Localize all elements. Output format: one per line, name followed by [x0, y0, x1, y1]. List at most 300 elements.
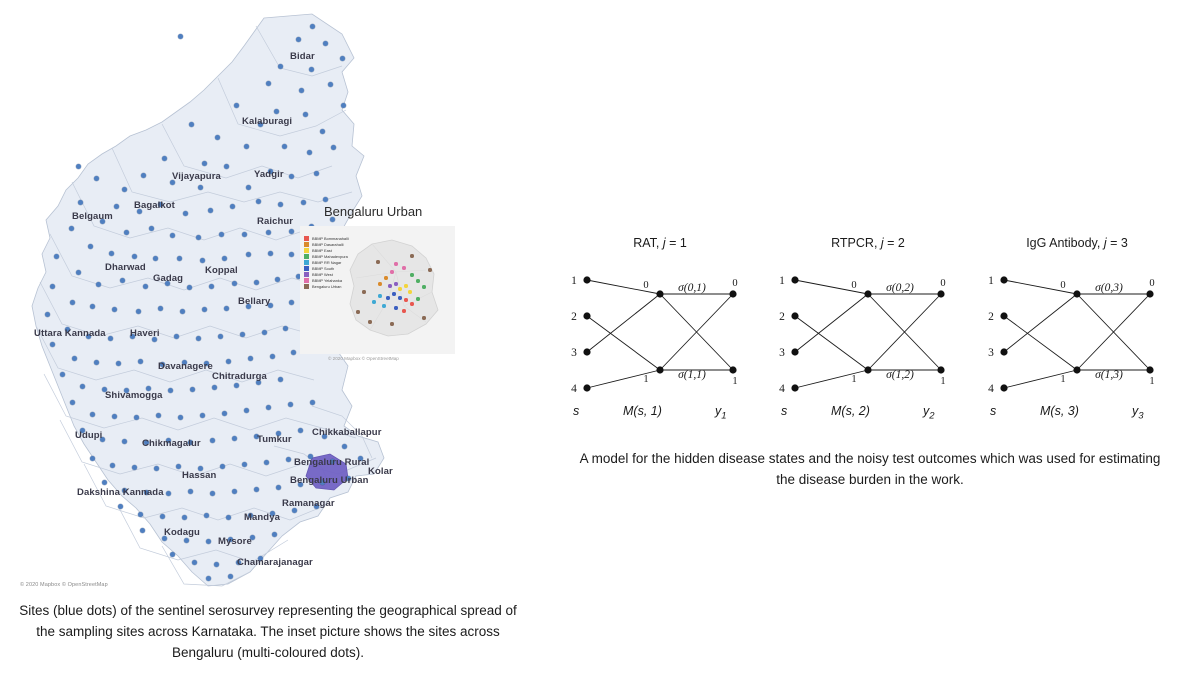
- site-dot: [248, 513, 253, 518]
- inset-site-dot: [390, 270, 393, 273]
- district-label: Kodagu: [164, 527, 200, 538]
- graph-title: RTPCR, j = 2: [831, 236, 905, 250]
- graph-title: IgG Antibody, j = 3: [1026, 236, 1128, 250]
- site-dot: [258, 122, 263, 127]
- district-label: Dakshina Kannada: [77, 487, 164, 498]
- bengaluru-inset: [300, 204, 455, 374]
- site-dot: [170, 180, 175, 185]
- site-dot: [170, 233, 175, 238]
- site-dot: [254, 280, 259, 285]
- site-dot: [288, 402, 293, 407]
- site-dot: [198, 466, 203, 471]
- inset-site-dot: [386, 296, 389, 299]
- legend-label: Bengaluru Urban: [312, 284, 342, 289]
- site-dot: [94, 360, 99, 365]
- site-dot: [124, 388, 129, 393]
- site-dot: [286, 457, 291, 462]
- inset-site-dot: [368, 320, 371, 323]
- svg-text:1: 1: [988, 275, 994, 287]
- axis-label-m: M(s, 2): [831, 404, 870, 418]
- inset-site-dot: [416, 279, 419, 282]
- district-label: Yadgir: [254, 169, 284, 180]
- svg-text:0: 0: [1060, 280, 1066, 291]
- district-label: Gadag: [153, 273, 184, 284]
- legend-item: [304, 284, 366, 289]
- inset-site-dot: [392, 292, 395, 295]
- site-dot: [292, 508, 297, 513]
- site-dot: [80, 384, 85, 389]
- legend-color-swatch: [304, 248, 309, 253]
- axis-label-m: M(s, 3): [1040, 404, 1079, 418]
- site-dot: [289, 252, 294, 257]
- site-dot: [242, 232, 247, 237]
- site-dot: [222, 256, 227, 261]
- svg-text:1: 1: [779, 275, 785, 287]
- district-label: Bengaluru Urban: [290, 475, 369, 486]
- legend-label: BBMP Dasarahalli: [312, 242, 344, 247]
- legend-label: BBMP South: [312, 266, 335, 271]
- graph-svg: [565, 258, 755, 408]
- site-dot: [209, 284, 214, 289]
- legend-item: [304, 266, 366, 271]
- inset-site-dot: [410, 254, 413, 257]
- site-dot: [187, 285, 192, 290]
- map-panel: [0, 0, 540, 694]
- site-dot: [114, 204, 119, 209]
- site-dot: [153, 256, 158, 261]
- legend-label: BBMP West: [312, 272, 333, 277]
- site-dot: [130, 334, 135, 339]
- svg-text:1: 1: [1060, 374, 1066, 385]
- district-label: Davanagere: [158, 361, 213, 372]
- site-dot: [242, 462, 247, 467]
- site-dot: [122, 439, 127, 444]
- inset-site-dot: [382, 304, 385, 307]
- legend-color-swatch: [304, 242, 309, 247]
- site-dot: [78, 200, 83, 205]
- site-dot: [274, 109, 279, 114]
- site-dot: [50, 342, 55, 347]
- site-dot: [162, 156, 167, 161]
- site-dot: [234, 103, 239, 108]
- site-dot: [154, 466, 159, 471]
- district-label: Shivamogga: [105, 390, 163, 401]
- graph-axis-labels: [773, 404, 963, 420]
- district-label: Chamarajanagar: [237, 557, 313, 568]
- site-dot: [160, 514, 165, 519]
- inset-site-dot: [422, 285, 425, 288]
- svg-text:1: 1: [571, 275, 577, 287]
- site-dot: [190, 387, 195, 392]
- site-dot: [45, 312, 50, 317]
- site-dot: [166, 491, 171, 496]
- legend-label: BBMP East: [312, 248, 332, 253]
- site-dot: [331, 145, 336, 150]
- site-dot: [275, 277, 280, 282]
- district-label: Bagalkot: [134, 200, 175, 211]
- site-dot: [226, 359, 231, 364]
- site-dot: [189, 122, 194, 127]
- site-dot: [176, 464, 181, 469]
- model-caption: A model for the hidden disease states and the noisy test outcomes which was used for estimating the disease burden in the work.: [579, 451, 1161, 487]
- site-dot: [246, 185, 251, 190]
- inset-site-dot: [398, 287, 401, 290]
- legend-label: BBMP Yelahanka: [312, 278, 342, 283]
- site-dot: [264, 460, 269, 465]
- site-dot: [308, 454, 313, 459]
- inset-site-dot: [402, 309, 405, 312]
- site-dot: [168, 388, 173, 393]
- legend-item: [304, 254, 366, 259]
- site-dot: [160, 362, 165, 367]
- site-dot: [50, 284, 55, 289]
- svg-text:0: 0: [851, 280, 857, 291]
- site-dot: [102, 387, 107, 392]
- inset-site-dot: [408, 290, 411, 293]
- site-dot: [215, 135, 220, 140]
- legend-color-swatch: [304, 254, 309, 259]
- site-dot: [310, 400, 315, 405]
- karnataka-map-figure: [12, 6, 432, 591]
- svg-text:1: 1: [643, 374, 649, 385]
- site-dot: [204, 513, 209, 518]
- site-dot: [340, 56, 345, 61]
- site-dot: [232, 281, 237, 286]
- legend-color-swatch: [304, 284, 309, 289]
- site-dot: [120, 278, 125, 283]
- site-dot: [136, 309, 141, 314]
- site-dot: [112, 414, 117, 419]
- site-dot: [278, 64, 283, 69]
- legend-item: [304, 278, 366, 283]
- site-dot: [236, 560, 241, 565]
- site-dot: [358, 456, 363, 461]
- site-dot: [270, 511, 275, 516]
- legend-label: BBMP Bommanahalli: [312, 236, 349, 241]
- site-dot: [266, 405, 271, 410]
- site-dot: [182, 515, 187, 520]
- site-dot: [178, 34, 183, 39]
- site-dot: [222, 411, 227, 416]
- site-dot: [152, 337, 157, 342]
- district-label: Ramanagar: [282, 498, 335, 509]
- site-dot: [206, 576, 211, 581]
- site-dot: [70, 400, 75, 405]
- district-label: Dharwad: [105, 262, 146, 273]
- site-dot: [224, 164, 229, 169]
- svg-text:σ(0,1): σ(0,1): [678, 282, 706, 294]
- inset-site-dot: [356, 310, 359, 313]
- site-dot: [210, 438, 215, 443]
- site-dot: [144, 490, 149, 495]
- graph-svg: [982, 258, 1172, 408]
- site-dot: [309, 67, 314, 72]
- site-dot: [283, 326, 288, 331]
- site-dot: [143, 284, 148, 289]
- site-dot: [341, 103, 346, 108]
- site-dot: [174, 334, 179, 339]
- site-dot: [198, 185, 203, 190]
- site-dot: [254, 434, 259, 439]
- svg-text:3: 3: [779, 347, 785, 359]
- map-caption: Sites (blue dots) of the sentinel serosurvey representing the geographical spread of the sampling sites across Karnataka. The inset picture shows the sites across Bengaluru (multi-coloured dots).: [19, 603, 517, 660]
- inset-site-dot: [398, 296, 401, 299]
- site-dot: [208, 208, 213, 213]
- site-dot: [138, 512, 143, 517]
- site-dot: [298, 482, 303, 487]
- site-dot: [60, 372, 65, 377]
- svg-text:0: 0: [940, 278, 946, 289]
- inset-site-dot: [378, 294, 381, 297]
- site-dot: [232, 489, 237, 494]
- site-dot: [88, 244, 93, 249]
- district-label: Bengaluru Rural: [294, 457, 370, 468]
- axis-label-s: s: [781, 404, 788, 418]
- site-dot: [240, 332, 245, 337]
- site-dot: [246, 304, 251, 309]
- site-dot: [246, 252, 251, 257]
- site-dot: [314, 504, 319, 509]
- site-dot: [109, 251, 114, 256]
- site-dot: [146, 386, 151, 391]
- svg-text:2: 2: [779, 311, 785, 323]
- site-dot: [226, 515, 231, 520]
- inset-site-dot: [362, 290, 365, 293]
- graph-svg: [773, 258, 963, 408]
- site-dot: [118, 504, 123, 509]
- site-dot: [76, 270, 81, 275]
- site-dot: [196, 336, 201, 341]
- site-dot: [299, 88, 304, 93]
- model-panel: [540, 0, 1200, 694]
- site-dot: [100, 437, 105, 442]
- site-dot: [212, 385, 217, 390]
- inset-attribution: © 2020 Mapbox © OpenStreetMap: [328, 356, 399, 361]
- inset-site-dot: [416, 297, 419, 300]
- district-label: Mysore: [218, 536, 252, 547]
- svg-text:4: 4: [571, 383, 577, 395]
- site-dot: [202, 307, 207, 312]
- site-dot: [256, 199, 261, 204]
- legend-item: [304, 248, 366, 253]
- site-dot: [323, 41, 328, 46]
- inset-site-dot: [388, 284, 391, 287]
- site-dot: [182, 360, 187, 365]
- inset-site-dot: [422, 316, 425, 319]
- inset-site-dot: [378, 282, 381, 285]
- site-dot: [230, 204, 235, 209]
- site-dot: [268, 303, 273, 308]
- map-attribution: © 2020 Mapbox © OpenStreetMap: [20, 582, 108, 588]
- svg-text:4: 4: [779, 383, 785, 395]
- district-label: Bellary: [238, 296, 271, 307]
- inset-site-dot: [376, 260, 379, 263]
- site-dot: [322, 434, 327, 439]
- legend-color-swatch: [304, 236, 309, 241]
- axis-label-m: M(s, 1): [623, 404, 662, 418]
- site-dot: [141, 173, 146, 178]
- inset-site-dot: [394, 282, 397, 285]
- svg-text:σ(0,2): σ(0,2): [886, 282, 914, 294]
- site-dot: [80, 428, 85, 433]
- site-dot: [134, 415, 139, 420]
- site-dot: [276, 431, 281, 436]
- legend-color-swatch: [304, 266, 309, 271]
- svg-text:3: 3: [988, 347, 994, 359]
- graph-igg: [982, 236, 1172, 426]
- site-dot: [132, 465, 137, 470]
- site-dot: [90, 456, 95, 461]
- svg-text:σ(0,3): σ(0,3): [1095, 282, 1123, 294]
- svg-text:σ(1,1): σ(1,1): [678, 369, 706, 381]
- site-dot: [248, 356, 253, 361]
- legend-label: BBMP Mahadevpura: [312, 254, 348, 259]
- site-dot: [266, 81, 271, 86]
- site-dot: [132, 254, 137, 259]
- inset-site-dot: [402, 266, 405, 269]
- district-label: Bidar: [290, 51, 315, 62]
- district-label: Haveri: [130, 328, 160, 339]
- inset-title: Bengaluru Urban: [324, 204, 423, 219]
- site-dot: [202, 161, 207, 166]
- legend-item: [304, 260, 366, 265]
- site-dot: [149, 226, 154, 231]
- site-dot: [170, 552, 175, 557]
- district-label: Koppal: [205, 265, 238, 276]
- inset-site-dot: [404, 284, 407, 287]
- site-dot: [76, 164, 81, 169]
- legend-label: BBMP RR Nagar: [312, 260, 342, 265]
- site-dot: [90, 304, 95, 309]
- site-dot: [272, 532, 277, 537]
- site-dot: [108, 336, 113, 341]
- site-dot: [137, 209, 142, 214]
- legend-item: [304, 242, 366, 247]
- inset-site-dot: [404, 298, 407, 301]
- district-label: Kolar: [368, 466, 393, 477]
- district-label: Tumkur: [257, 434, 292, 445]
- site-dot: [178, 415, 183, 420]
- svg-text:1: 1: [851, 374, 857, 385]
- svg-text:0: 0: [643, 280, 649, 291]
- district-label: Uttara Kannada: [34, 328, 106, 339]
- site-dot: [320, 480, 325, 485]
- site-dot: [158, 306, 163, 311]
- inset-legend: [304, 236, 366, 290]
- site-dot: [200, 258, 205, 263]
- site-dot: [303, 112, 308, 117]
- svg-text:1: 1: [1149, 376, 1155, 387]
- svg-text:2: 2: [988, 311, 994, 323]
- site-dot: [320, 129, 325, 134]
- inset-site-dot: [384, 276, 387, 279]
- svg-text:σ(1,3): σ(1,3): [1095, 369, 1123, 381]
- site-dot: [232, 436, 237, 441]
- site-dot: [158, 202, 163, 207]
- site-dot: [289, 174, 294, 179]
- site-dot: [296, 37, 301, 42]
- site-dot: [94, 176, 99, 181]
- inset-site-dot: [394, 262, 397, 265]
- site-dot: [214, 562, 219, 567]
- site-dot: [254, 487, 259, 492]
- site-dot: [102, 480, 107, 485]
- legend-color-swatch: [304, 278, 309, 283]
- district-label: Kalaburagi: [242, 116, 293, 127]
- site-dot: [268, 251, 273, 256]
- site-dot: [289, 300, 294, 305]
- district-label: Chikkaballapur: [312, 427, 382, 438]
- site-dot: [220, 464, 225, 469]
- site-dot: [244, 144, 249, 149]
- site-dot: [69, 226, 74, 231]
- svg-text:3: 3: [571, 347, 577, 359]
- site-dot: [262, 330, 267, 335]
- axis-label-s: s: [573, 404, 580, 418]
- district-label: Chitradurga: [212, 371, 267, 382]
- district-label: Udupi: [75, 430, 103, 441]
- site-dot: [192, 560, 197, 565]
- site-dot: [258, 556, 263, 561]
- site-dot: [188, 440, 193, 445]
- axis-label-s: s: [990, 404, 997, 418]
- site-dot: [244, 408, 249, 413]
- site-dot: [162, 536, 167, 541]
- site-dot: [307, 150, 312, 155]
- site-dot: [228, 537, 233, 542]
- legend-item: [304, 236, 366, 241]
- site-dot: [256, 380, 261, 385]
- site-dot: [210, 491, 215, 496]
- svg-text:σ(1,2): σ(1,2): [886, 369, 914, 381]
- legend-item: [304, 272, 366, 277]
- site-dot: [278, 202, 283, 207]
- site-dot: [124, 230, 129, 235]
- district-label: Hassan: [182, 470, 217, 481]
- site-dot: [310, 24, 315, 29]
- graph-rat: [565, 236, 755, 426]
- site-dot: [200, 413, 205, 418]
- site-dot: [138, 359, 143, 364]
- site-dot: [328, 82, 333, 87]
- axis-label-y: $y_1$: [715, 404, 727, 422]
- graph-title: RAT, j = 1: [633, 236, 687, 250]
- site-dot: [218, 334, 223, 339]
- site-dot: [72, 356, 77, 361]
- site-dot: [276, 485, 281, 490]
- legend-color-swatch: [304, 260, 309, 265]
- site-dot: [188, 489, 193, 494]
- site-dot: [156, 413, 161, 418]
- site-dot: [278, 377, 283, 382]
- inset-site-dot: [394, 306, 397, 309]
- site-dot: [196, 235, 201, 240]
- site-dot: [110, 463, 115, 468]
- axis-label-y: $y_3$: [1132, 404, 1144, 422]
- site-dot: [90, 412, 95, 417]
- site-dot: [266, 230, 271, 235]
- legend-color-swatch: [304, 272, 309, 277]
- inset-site-dot: [372, 300, 375, 303]
- site-dot: [96, 282, 101, 287]
- district-label: Chikmagalur: [142, 438, 201, 449]
- graph-axis-labels: [982, 404, 1172, 420]
- site-dot: [342, 444, 347, 449]
- site-dot: [54, 254, 59, 259]
- site-dot: [122, 488, 127, 493]
- site-dot: [166, 438, 171, 443]
- svg-text:2: 2: [571, 311, 577, 323]
